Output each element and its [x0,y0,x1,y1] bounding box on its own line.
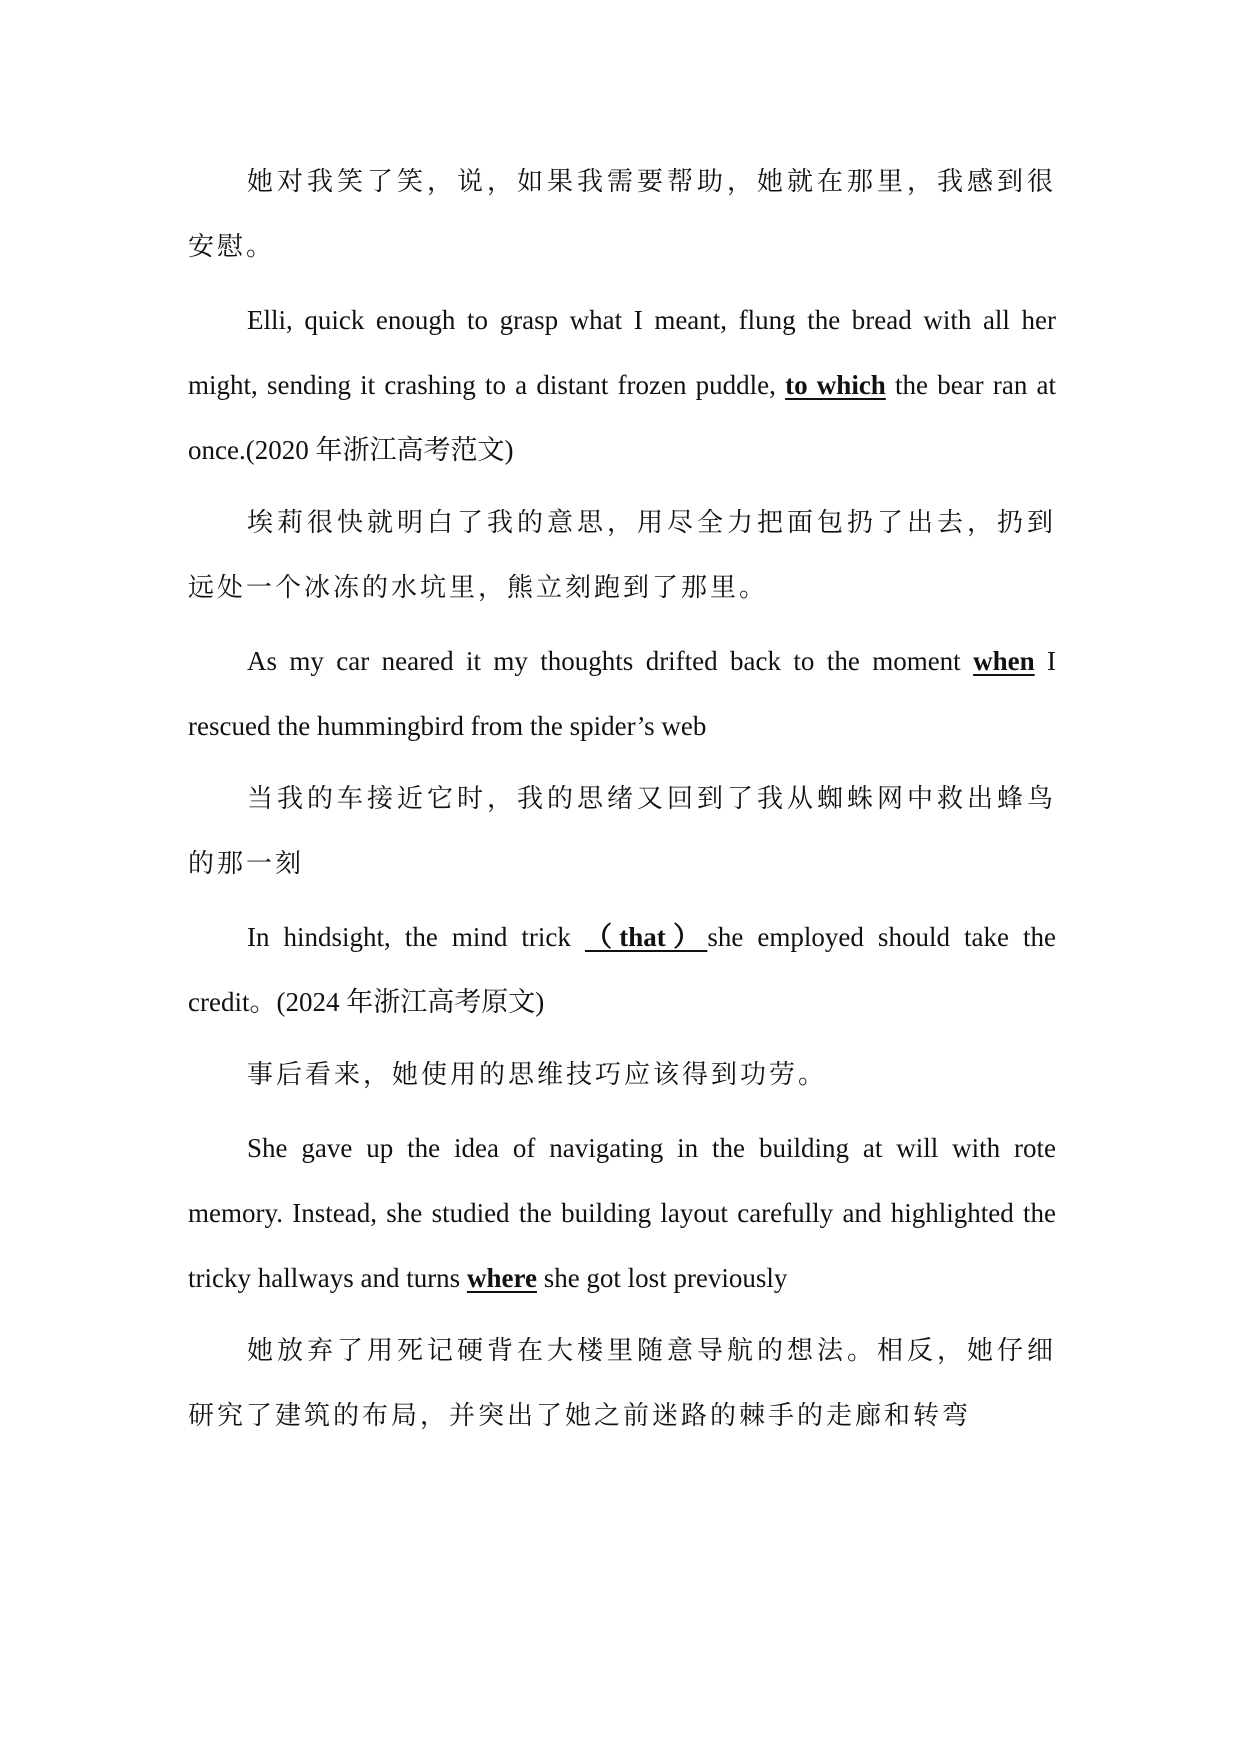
translation-paragraph-5: 她放弃了用死记硬背在大楼里随意导航的想法。相反，她仔细研究了建筑的布局，并突出了她之前迷路的棘手的走廊和转弯 [188,1336,1056,1431]
sentence-text: As my car neared it my thoughts drifted back to the moment [247,646,974,676]
relative-word-highlight: to which [785,370,886,400]
sentence-text: I rescued the hummingbird from the spider’s web [188,646,1056,741]
sentence-text: she got lost previously [536,1263,788,1293]
example-sentence-2 [188,629,1056,759]
example-sentence-4 [188,1116,1056,1311]
translation-paragraph-2: 埃莉很快就明白了我的意思，用尽全力把面包扔了出去，扔到远处一个冰冻的水坑里，熊立刻跑到了那里。 [188,508,1056,603]
sentence-text: In hindsight, the mind trick [247,922,585,952]
sentence-text: the bear ran at once.(2020 年浙江高考范文) [188,370,1057,465]
document-page [188,150,1056,1457]
example-sentence-3 [188,905,1056,1035]
translation-paragraph-3: 当我的车接近它时，我的思绪又回到了我从蜘蛛网中救出蜂鸟的那一刻 [188,784,1056,879]
sentence-text: she employed should take the credit。(2024 年浙江高考原文) [188,922,1056,1017]
example-sentence-1 [188,288,1056,483]
translation-paragraph-4: 事后看来，她使用的思维技巧应该得到功劳。 [247,1060,828,1090]
sentence-text: Elli, quick enough to grasp what I meant, flung the bread with all her might, sending it crashing to a distant frozen puddle, [188,305,1056,400]
relative-word-highlight: where [466,1263,537,1293]
translation-paragraph-1: 她对我笑了笑，说，如果我需要帮助，她就在那里，我感到很安慰。 [188,167,1056,262]
relative-word-highlight: （that） [584,922,708,952]
relative-word-highlight: when [973,646,1035,676]
sentence-text: She gave up the idea of navigating in the building at will with rote memory. Instead, she studied the building layout carefully and highlighted the tricky hallways and turns [188,1133,1056,1293]
